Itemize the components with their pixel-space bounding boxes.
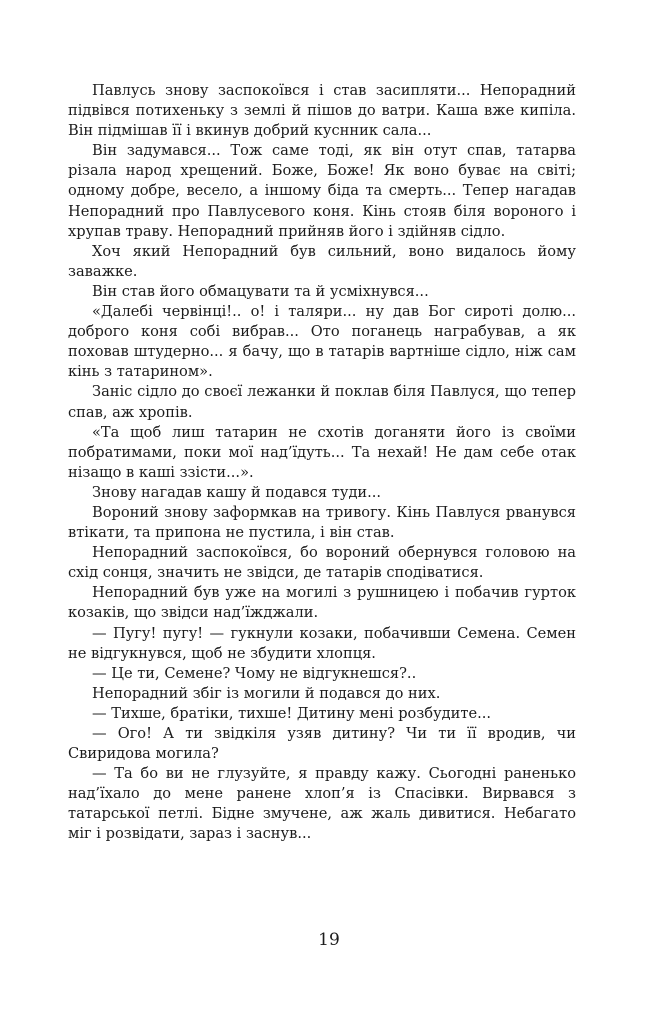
page-number: 19 [318, 930, 340, 950]
paragraph: Непорадний був уже на могилі з рушницею і побачив гурток козаків, що звідси над’їжджали. [68, 584, 576, 622]
paragraph: — Пугу! пугу! — гукнули козаки, побачивши Семена. Семен не відгукнувся, щоб не збудити хлопця. [68, 624, 576, 662]
paragraph: Заніс сідло до своєї лежанки й поклав біля Павлуся, що тепер спав, аж хропів. [68, 383, 576, 421]
paragraph: Він став його обмацувати та й усміхнувся... [92, 282, 429, 300]
paragraph: «Далебі червінці!.. о! і таляри... ну дав Бог сироті долю... доброго коня собі вибрав... Ото поганець награбував, а як поховав штудерно... я бачу, що в татарів вартніше сідло, ніж сам кінь з татарином». [68, 303, 576, 381]
paragraph: «Та щоб лиш татарин не схотів доганяти його із своїми побратимами, поки мої над’їдуть... Та нехай! Не дам себе отак нізащо в каші ззісти...». [68, 423, 576, 481]
paragraph: Хоч який Непорадний був сильний, воно видалось йому заважке. [68, 242, 576, 280]
paragraph: Непорадний заспокоївся, бо вороний обернувся головою на схід сонця, значить не звідси, де татарів сподіватися. [68, 544, 576, 582]
paragraph: Він задумався... Тож саме тоді, як він отут спав, татарва різала народ хрещений. Боже, Боже! Як воно буває на світі; одному добре, весело, а іншому біда та смерть... Тепер нагадав Непорадний про Павлусевого коня. Кінь стояв біля вороного і хрупав траву. Непорадний прийняв його і здійняв сідло. [68, 142, 576, 240]
paragraph: — Ого! А ти звідкіля узяв дитину? Чи ти її вродив, чи Свиридова могила? [68, 725, 576, 763]
paragraph: — Це ти, Семене? Чому не відгукнешся?.. [92, 664, 417, 682]
paragraph: Непорадний збіг із могили й подався до них. [92, 684, 441, 702]
page-text [68, 81, 576, 845]
paragraph: Вороний знову заформкав на тривогу. Кінь Павлуся рванувся втікати, та припона не пустила, і він став. [68, 503, 576, 542]
paragraph: — Тихше, братіки, тихше! Дитину мені розбудите... [92, 704, 492, 722]
paragraph: — Та бо ви не глузуйте, я правду кажу. Сьогодні раненько над’їхало до мене ранене хлоп’я із Спасівки. Вирвався з татарської петлі. Бідне змучене, аж жаль дивитися. Небагато міг і розвідати, зараз і заснув... [68, 765, 576, 843]
paragraph: Знову нагадав кашу й подався туди... [92, 483, 382, 501]
paragraph: Павлусь знову заспокоївся і став засипляти... Непорадний підвівся потихеньку з землі й пішов до ватри. Каша вже кипіла. Він підмішав її і вкинув добрий куснник сала... [68, 82, 576, 140]
